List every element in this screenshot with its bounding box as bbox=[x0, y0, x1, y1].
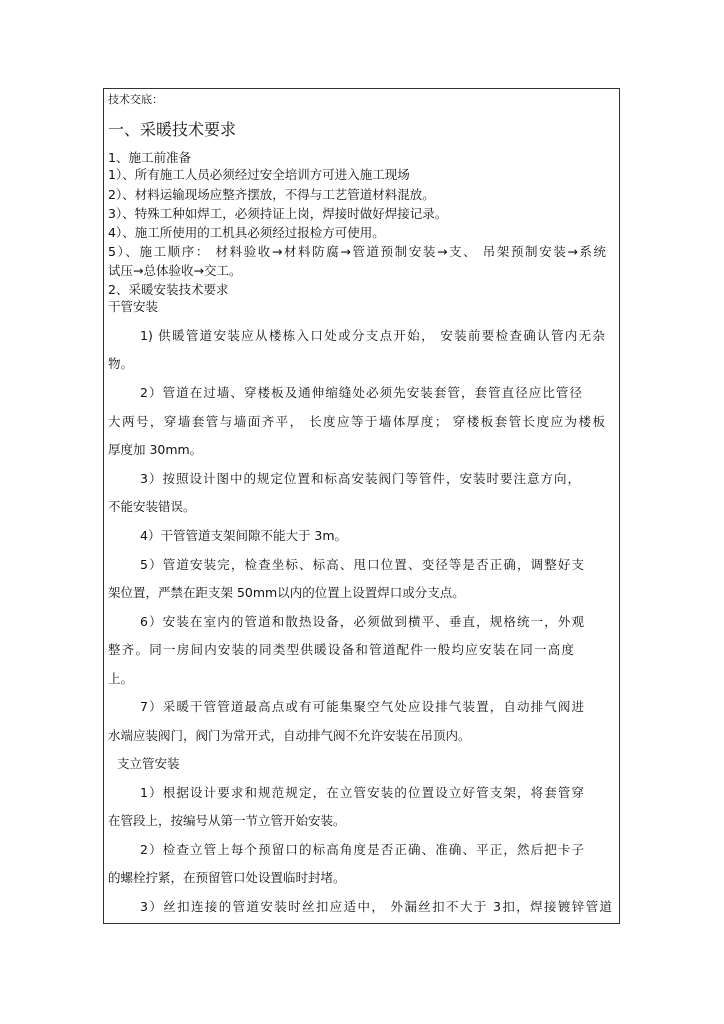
main-pipe-line-7: 不能安装错误。 bbox=[108, 499, 196, 514]
riser-line-5: 3）丝扣连接的管道安装时丝扣应适中， 外漏丝扣不大于 3扣，焊接镀锌管道 bbox=[140, 899, 612, 914]
main-pipe-line-6: 3）按照设计图中的规定位置和标高安装阀门等管件，安装时要注意方向， bbox=[140, 471, 580, 486]
main-pipe-line-9: 5）管道安装完，检查坐标、标高、甩口位置、变径等是否正确，调整好支 bbox=[140, 557, 584, 572]
riser-line-4: 的螺栓拧紧，在预留管口处设置临时封堵。 bbox=[108, 870, 346, 885]
main-pipe-line-10: 架位置，严禁在距支架 50mm以内的位置上设置焊口或分支点。 bbox=[108, 585, 465, 600]
main-pipe-line-1: 1) 供暖管道安装应从楼栋入口处或分支点开始， 安装前要检查确认管内无杂 bbox=[140, 328, 605, 343]
section-title: 一、采暖技术要求 bbox=[108, 120, 237, 139]
riser-heading: 支立管安装 bbox=[117, 756, 180, 771]
main-pipe-line-15: 水端应装阀门，阀门为常开式，自动排气阀不允许安装在吊顶内。 bbox=[108, 728, 471, 743]
main-pipe-line-4: 大两号，穿墙套管与墙面齐平， 长度应等于墙体厚度； 穿楼板套管长度应为楼板 bbox=[108, 414, 605, 429]
main-pipe-line-13: 上。 bbox=[108, 671, 134, 686]
prep-item-1: 1）、所有施工人员必须经过安全培训方可进入施工现场 bbox=[108, 167, 410, 182]
prep-item-3: 3）、特殊工种如焊工，必须持证上岗，焊接时做好焊接记录。 bbox=[108, 206, 448, 221]
install-heading: 2、采暖安装技术要求 bbox=[108, 282, 229, 297]
main-pipe-line-11: 6）安装在室内的管道和散热设备，必须做到横平、垂直，规格统一，外观 bbox=[140, 614, 584, 629]
main-pipe-line-14: 7）采暖干管管道最高点或有可能集聚空气处应设排气装置，自动排气阀进 bbox=[140, 699, 584, 714]
main-pipe-heading: 干管安装 bbox=[108, 299, 159, 314]
main-pipe-line-12: 整齐。同一房间内安装的同类型供暖设备和管道配件一般均应安装在同一高度 bbox=[108, 642, 574, 657]
prep-heading: 1、施工前准备 bbox=[108, 150, 191, 165]
main-pipe-line-5: 厚度加 30mm。 bbox=[108, 442, 203, 457]
main-pipe-line-8: 4）干管管道支架间隙不能大于 3m。 bbox=[140, 528, 348, 543]
header-label: 技术交底： bbox=[108, 93, 163, 106]
prep-item-5: 5）、施工顺序： 材料验收→材料防腐→管道预制安装→支、 吊架预制安装→系统 bbox=[108, 244, 606, 259]
riser-line-1: 1）根据设计要求和规范规定，在立管安装的位置设立好管支架，将套管穿 bbox=[140, 785, 584, 800]
prep-item-5-continued: 试压→总体验收→交工。 bbox=[108, 263, 242, 278]
main-pipe-line-3: 2）管道在过墙、穿楼板及通伸缩缝处必须先安装套管，套管直径应比管径 bbox=[140, 385, 582, 400]
prep-item-2: 2）、材料运输现场应整齐摆放，不得与工艺管道材料混放。 bbox=[108, 187, 435, 202]
riser-line-3: 2）检查立管上每个预留口的标高角度是否正确、准确、平正，然后把卡子 bbox=[140, 842, 584, 857]
prep-item-4: 4）、施工所使用的工机具必须经过报检方可使用。 bbox=[108, 225, 385, 240]
riser-line-2: 在管段上，按编号从第一节立管开始安装。 bbox=[108, 813, 346, 828]
main-pipe-line-2: 物。 bbox=[108, 356, 134, 371]
